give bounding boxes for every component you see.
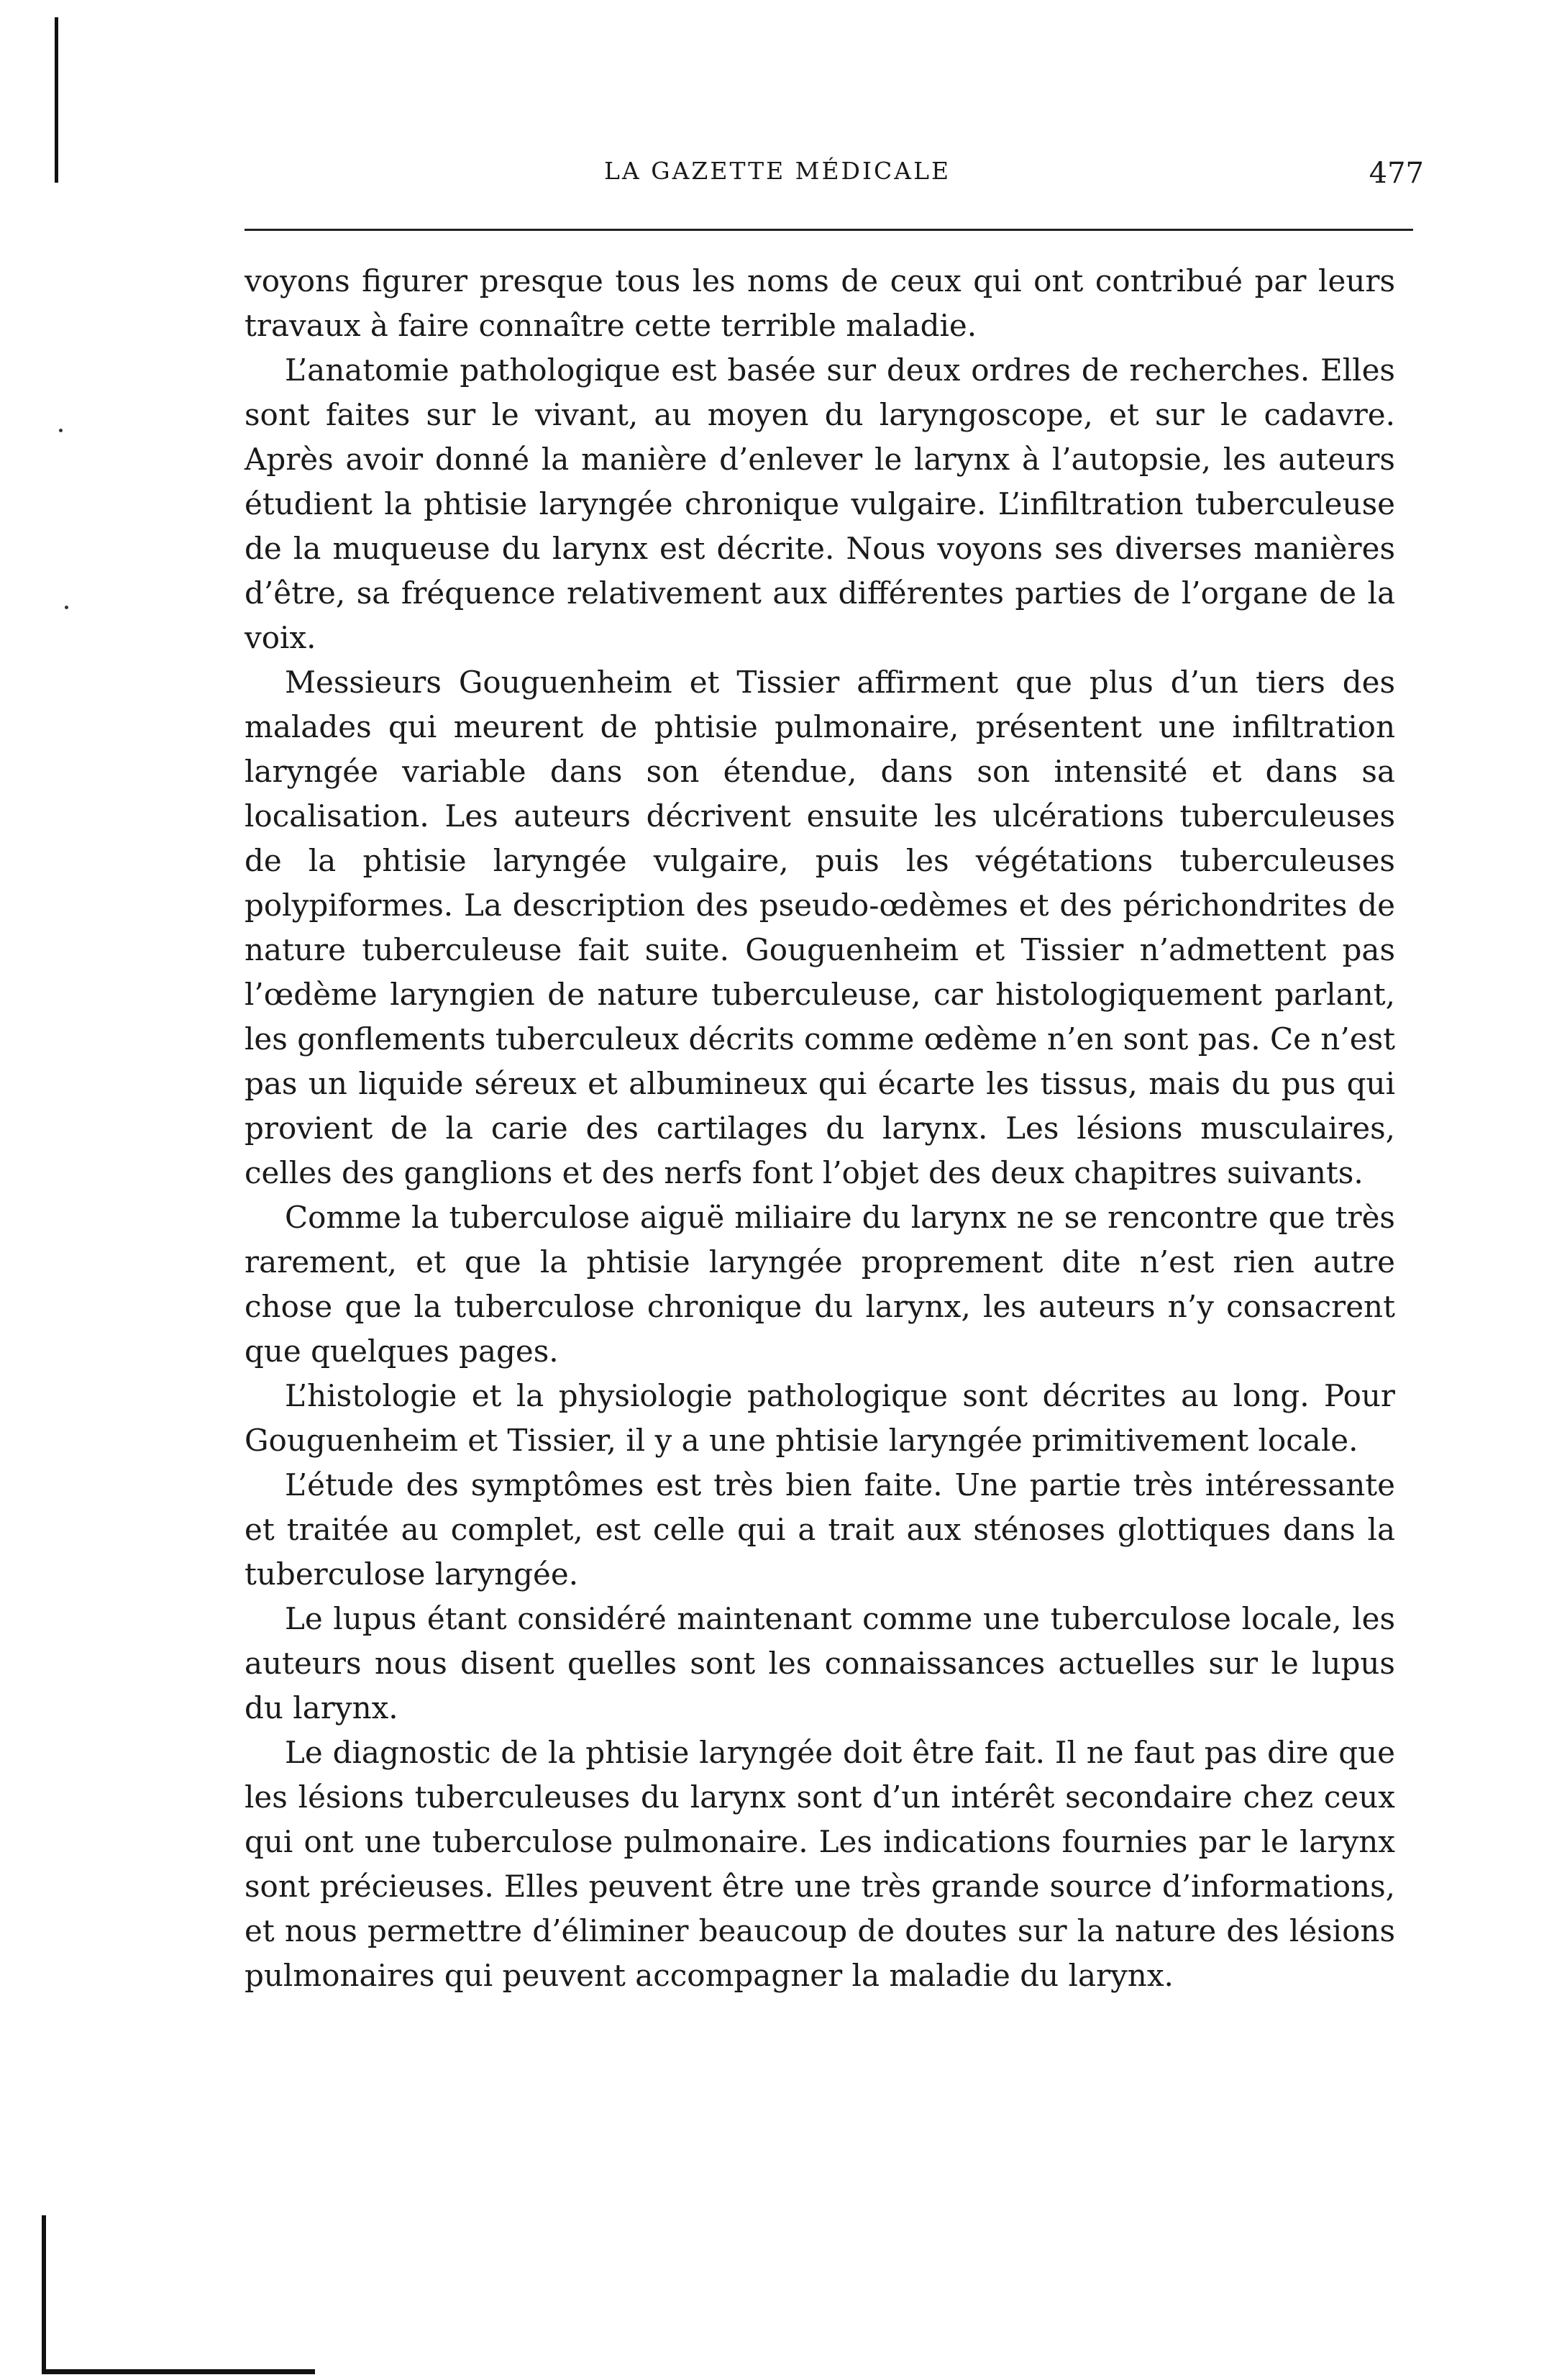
paragraph: Le lupus étant considéré maintenant comme une tuberculose locale, les auteurs nous disent quelles sont les connaissances actuelles sur le lupus du larynx. xyxy=(245,1601,1395,1725)
running-header xyxy=(245,157,1424,200)
paragraph: voyons figurer presque tous les noms de ceux qui ont contribué par leurs travaux à faire connaître cette terrible maladie. xyxy=(245,263,1395,343)
paragraph: Messieurs Gouguenheim et Tissier affirment que plus d’un tiers des malades qui meurent de phtisie pulmonaire, présentent une infiltration laryngée variable dans son étendue, dans son intensité et dans sa localisation. Les auteurs décrivent ensuite les ulcérations tuberculeuses de la phtisie laryngée vulgaire, puis les végétations tuberculeuses polypiformes. La description des pseudo-œdèmes et des périchondrites de nature tuberculeuse fait suite. Gouguenheim et Tissier n’admettent pas l’œdème laryngien de nature tuberculeuse, car histologiquement parlant, les gonflements tuberculeux décrits comme œdème n’en sont pas. Ce n’est pas un liquide séreux et albumineux qui écarte les tissus, mais du pus qui provient de la carie des cartilages du larynx. Les lésions musculaires, celles des ganglions et des nerfs font l’objet des deux chapitres suivants. xyxy=(245,665,1395,1190)
paragraph: L’étude des symptômes est très bien faite. Une partie très intéressante et traitée au complet, est celle qui a trait aux sténoses glottiques dans la tuberculose laryngée. xyxy=(245,1467,1395,1592)
page-number: 477 xyxy=(1369,157,1424,190)
scan-speck xyxy=(65,606,68,609)
header-rule xyxy=(245,229,1413,231)
paragraph: L’histologie et la physiologie pathologique sont décrites au long. Pour Gouguenheim et Tissier, il y a une phtisie laryngée primitivement locale. xyxy=(245,1378,1395,1458)
binding-edge-mark xyxy=(55,17,58,183)
paragraph: Comme la tuberculose aiguë miliaire du larynx ne se rencontre que très rarement, et que la phtisie laryngée proprement dite n’est rien autre chose que la tuberculose chronique du larynx, les auteurs n’y consacrent que quelques pages. xyxy=(245,1200,1395,1369)
binding-edge-mark xyxy=(42,2369,315,2374)
running-title: LA GAZETTE MÉDICALE xyxy=(604,157,951,185)
body-text xyxy=(245,259,1395,1998)
paragraph: Le diagnostic de la phtisie laryngée doit être fait. Il ne faut pas dire que les lésions tuberculeuses du larynx sont d’un intérêt secondaire chez ceux qui ont une tuberculose pulmonaire. Les indications fournies par le larynx sont précieuses. Elles peuvent être une très grande source d’informations, et nous permettre d’éliminer beaucoup de doutes sur la nature des lésions pulmonaires qui peuvent accompagner la maladie du larynx. xyxy=(245,1735,1395,1993)
paragraph: L’anatomie pathologique est basée sur deux ordres de recherches. Elles sont faites sur le vivant, au moyen du laryngoscope, et sur le cadavre. Après avoir donné la manière d’enlever le larynx à l’autopsie, les auteurs étudient la phtisie laryngée chronique vulgaire. L’infiltration tuberculeuse de la muqueuse du larynx est décrite. Nous voyons ses diverses manières d’être, sa fréquence relativement aux différentes parties de l’organe de la voix. xyxy=(245,352,1395,655)
binding-edge-mark xyxy=(42,2215,46,2374)
scan-speck xyxy=(59,429,63,432)
